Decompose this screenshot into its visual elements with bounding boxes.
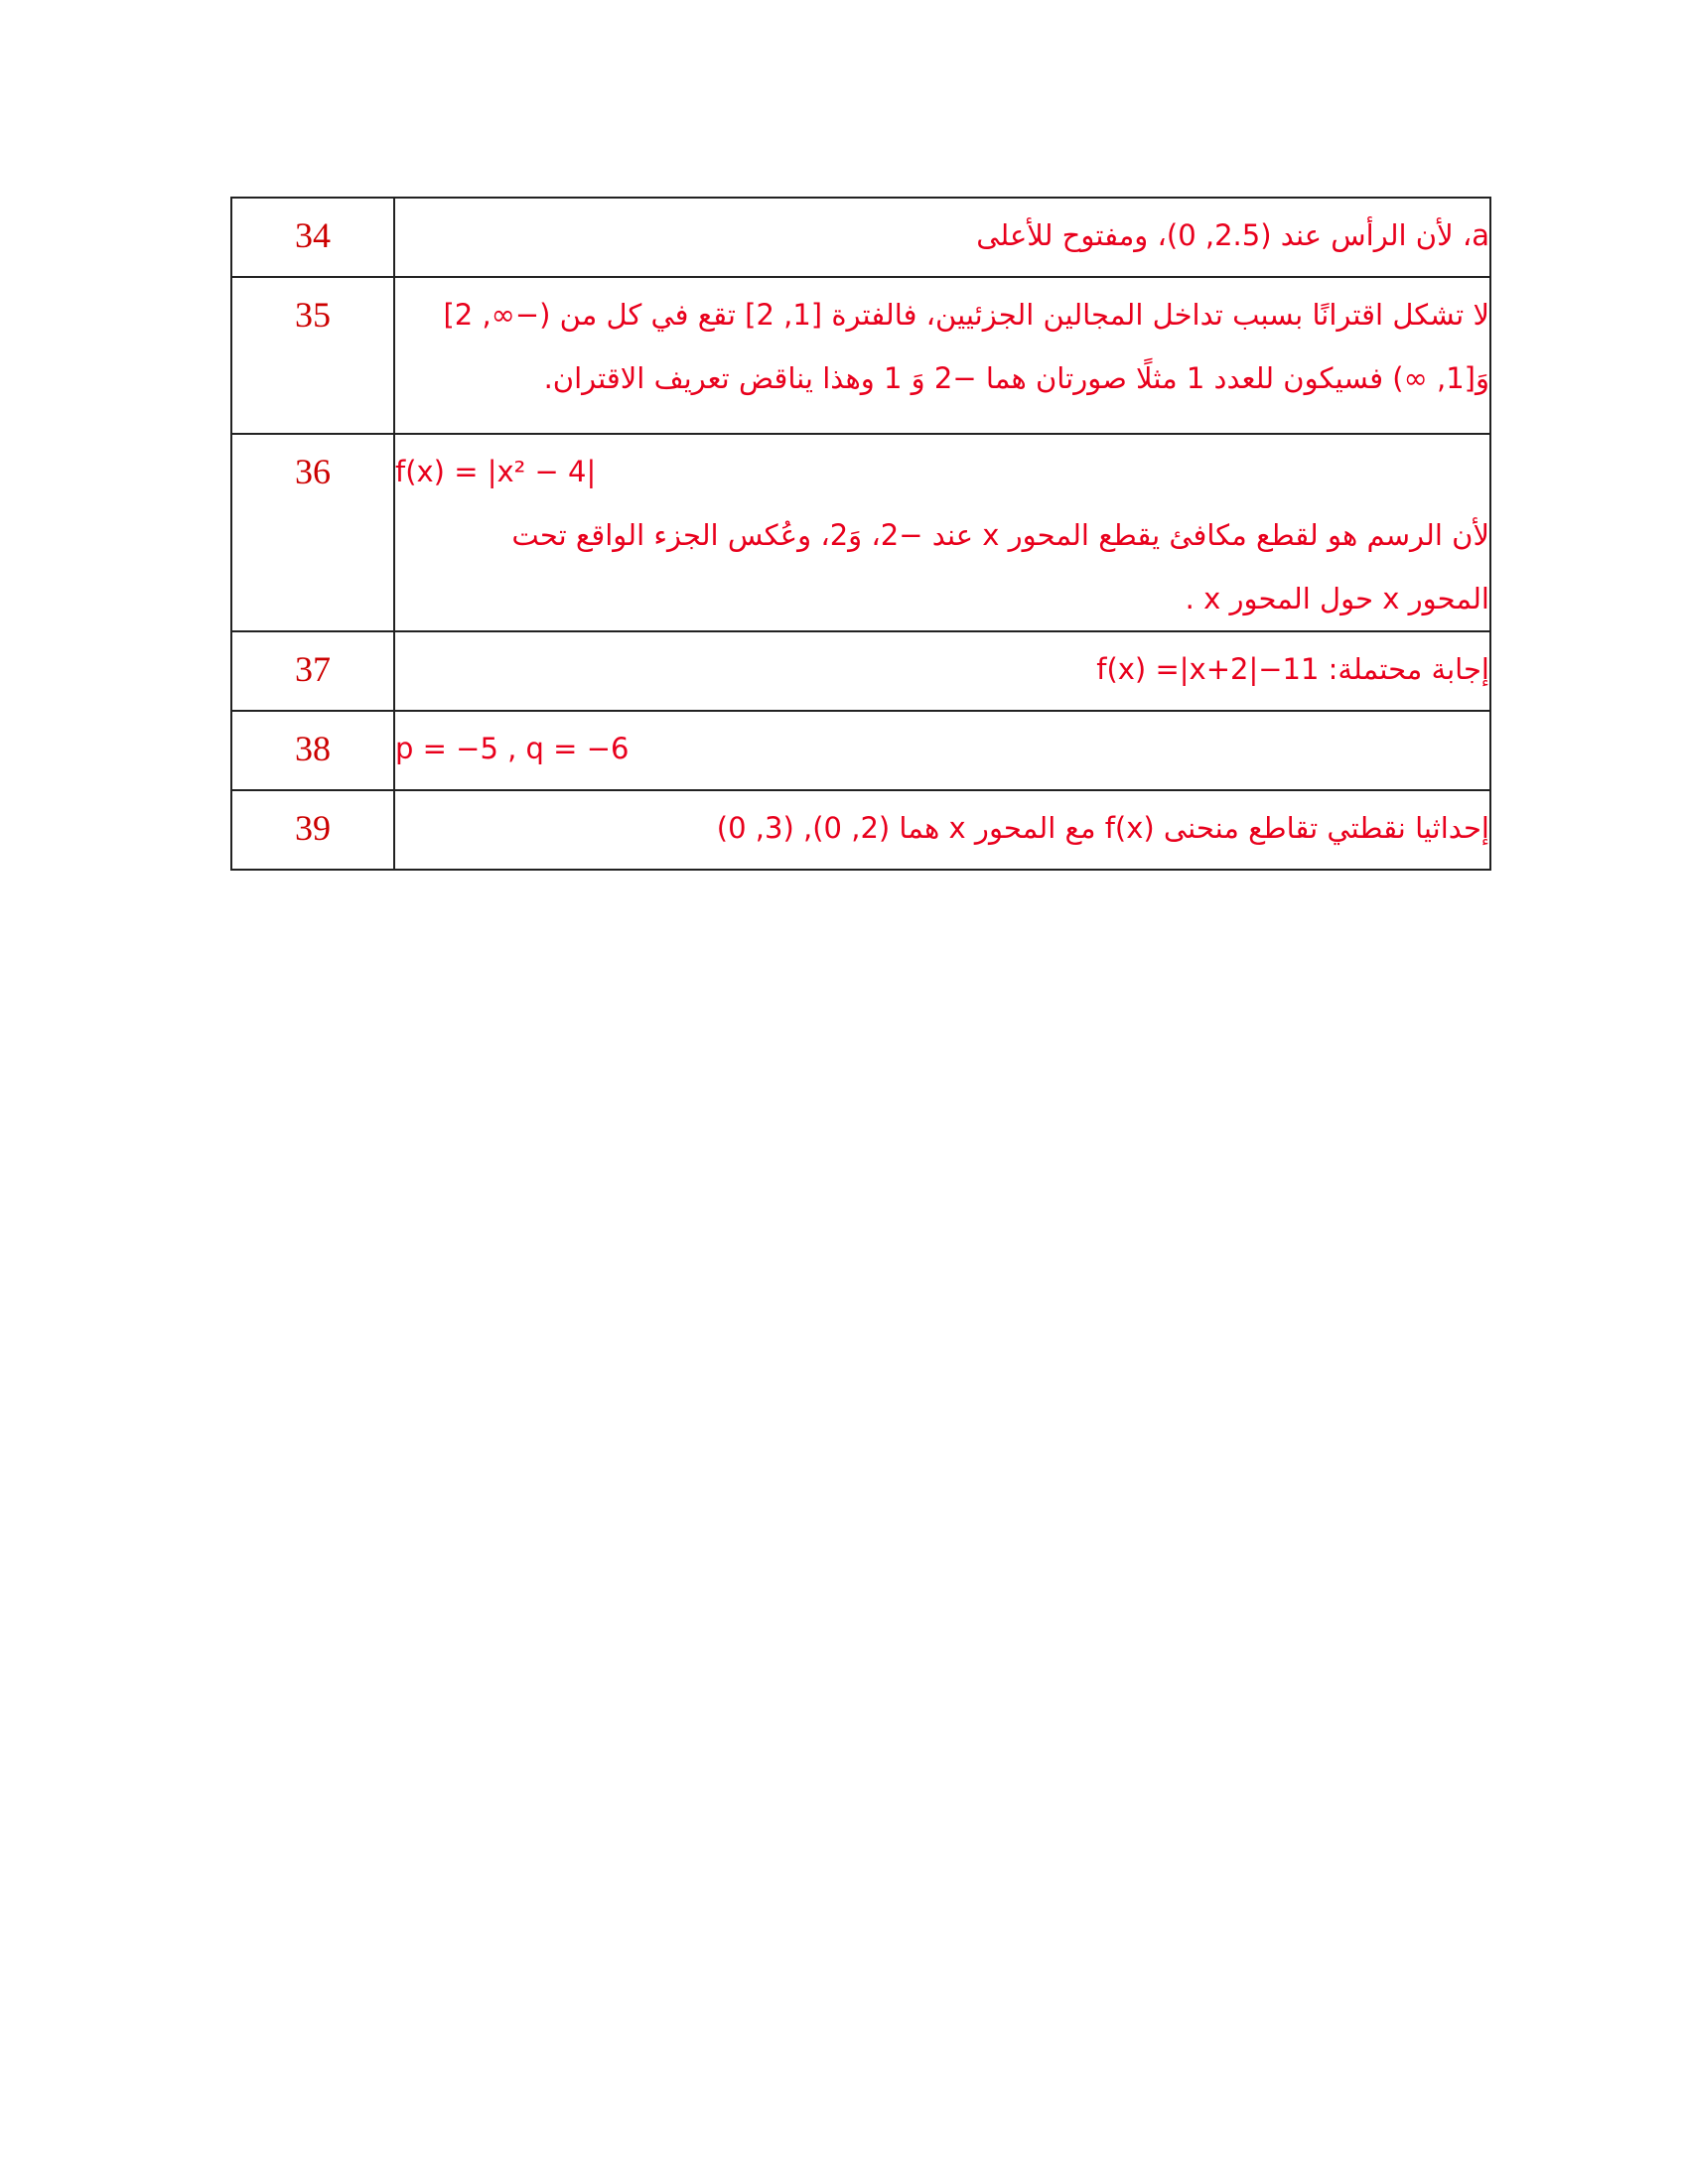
table-row [231, 198, 1490, 277]
answer-line: a، لأن الرأس عند (2.5, 0)، ومفتوح للأعلى [976, 218, 1489, 252]
answer-cell [394, 711, 1490, 790]
answer-cell [394, 277, 1490, 434]
table-row [231, 434, 1490, 631]
table-row [231, 711, 1490, 790]
table-row [231, 631, 1490, 711]
answers-table [230, 197, 1491, 871]
table-row [231, 790, 1490, 870]
question-number: 39 [231, 790, 394, 870]
answer-line: لأن الرسم هو لقطع مكافئ يقطع المحور x عند −2، وَ2، وعُكس الجزء الواقع تحت [511, 518, 1489, 552]
answer-cell [394, 434, 1490, 631]
answer-line: لا تشكل اقترانًا بسبب تداخل المجالين الجزئيين، فالفترة [1, 2] تقع في كل من (−∞, 2] [443, 298, 1489, 332]
answer-cell [394, 198, 1490, 277]
question-number: 35 [231, 277, 394, 434]
answer-formula: f(x) = |x² − 4| [395, 455, 597, 488]
question-number: 38 [231, 711, 394, 790]
answer-line: المحور x حول المحور x . [1185, 582, 1489, 615]
answer-line: إحداثيا نقطتي تقاطع منحنى f(x) مع المحور x هما (2, 0), (3, 0) [716, 811, 1489, 845]
answer-line: وَ[1, ∞) فسيكون للعدد 1 مثلًا صورتان هما −2 وَ 1 وهذا يناقض تعريف الاقتران. [543, 361, 1489, 395]
answer-cell [394, 790, 1490, 870]
answer-formula: p = −5 , q = −6 [395, 732, 630, 765]
answer-line: إجابة محتملة: f(x) =|x+2|−11 [1096, 652, 1489, 686]
question-number: 36 [231, 434, 394, 631]
question-number: 34 [231, 198, 394, 277]
table-row [231, 277, 1490, 434]
question-number: 37 [231, 631, 394, 711]
answer-cell [394, 631, 1490, 711]
